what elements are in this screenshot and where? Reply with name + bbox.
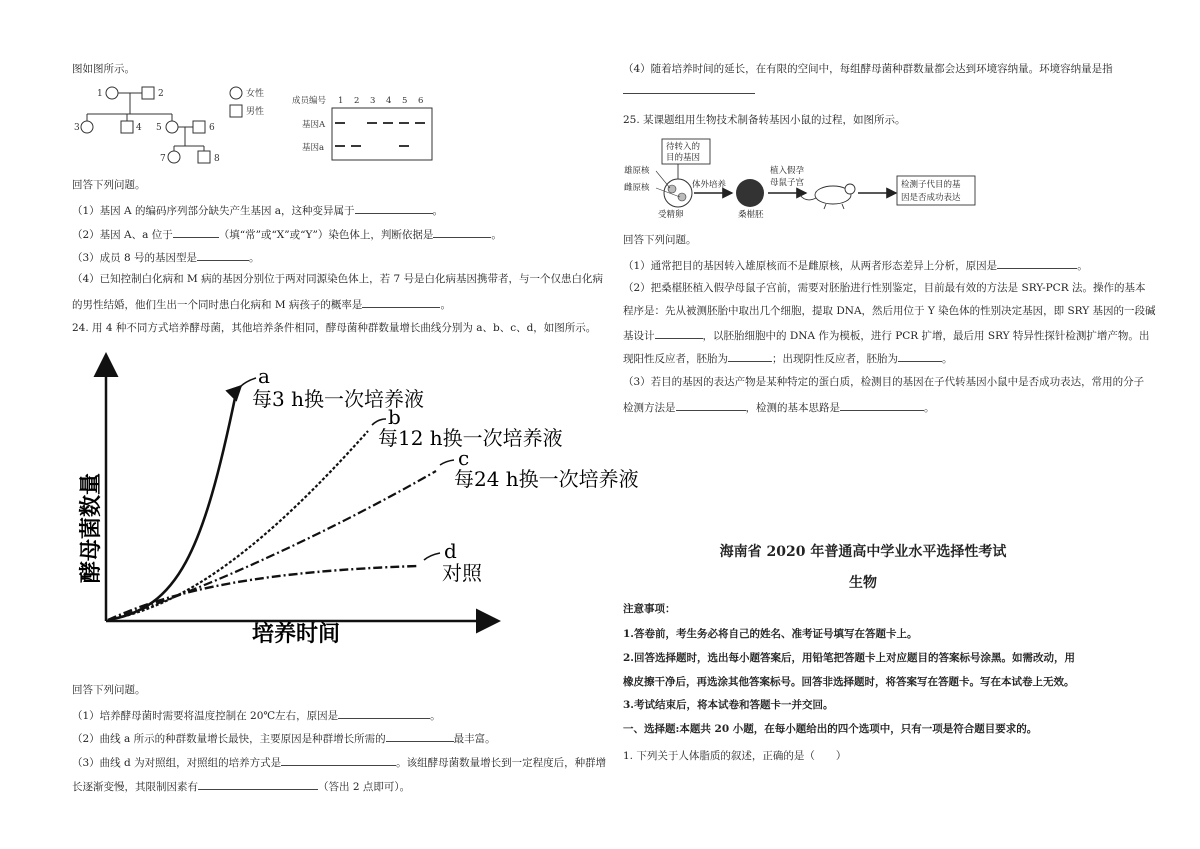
answer-blank[interactable] <box>840 399 924 411</box>
question-1: 1. 下列关于人体脂质的叙述，正确的是（ ） <box>623 750 847 762</box>
pointer-d <box>424 553 440 560</box>
pedigree-num: 5 <box>156 123 162 133</box>
detect-label-2: 因是否成功表达 <box>901 193 961 203</box>
implant-label-1: 植入假孕 <box>770 166 805 176</box>
gel-frame <box>332 108 432 160</box>
q25-part2-line2: 程序是：先从被测胚胎中取出几个细胞，提取 DNA，然后用位于 Y 染色体的性别决定基因，即 SRY 基因的一段碱 <box>623 305 1156 317</box>
pedigree-num: 4 <box>136 123 142 133</box>
curve-b <box>108 431 368 620</box>
pointer-b <box>372 419 386 425</box>
q24-part1: （1）培养酵母菌时需要将温度控制在 20℃左右，原因是 。 <box>72 707 441 723</box>
answer-blank[interactable] <box>655 327 703 339</box>
gel-header: 成员编号 <box>292 96 327 106</box>
pedigree-num: 6 <box>209 123 215 133</box>
gel-lane-label: 1 <box>338 96 344 106</box>
q25-part3-line1: （3）若目的基因的表达产物是某种特定的蛋白质，检测目的基因在子代转基因小鼠中是否成功表达，常用的分子 <box>623 376 1145 388</box>
answer-blank[interactable] <box>433 226 491 238</box>
note-2-line1: 2.回答选择题时，选出每小题答案后，用铅笔把答题卡上对应题目的答案标号涂黑。如需改动，用 <box>623 652 1075 664</box>
fertilized-egg-label: 受精卵 <box>658 210 684 220</box>
q23-lead: 回答下列问题。 <box>72 179 146 191</box>
answer-blank[interactable] <box>362 296 440 308</box>
legend-male-icon <box>230 105 242 117</box>
pedigree-num: 3 <box>74 123 80 133</box>
curve-d-letter: d <box>444 539 457 563</box>
answer-blank[interactable] <box>676 399 746 411</box>
answer-blank[interactable] <box>173 226 219 238</box>
fertilized-egg-icon <box>664 179 692 207</box>
gel-lane-label: 4 <box>386 96 392 106</box>
q23-part4-line1: （4）已知控制白化病和 M 病的基因分别位于两对同源染色体上，若 7 号是白化病基因携带者，与一个仅患白化病 <box>72 273 603 285</box>
mouse-icon <box>800 184 855 209</box>
intro-text: 图如图所示。 <box>72 63 135 75</box>
q24-part4: （4）随着培养时间的延长，在有限的空间中，每组酵母菌种群数量都会达到环境容纳量。环境容纳量是指 <box>623 63 1113 75</box>
note-1: 1.答卷前，考生务必将自己的姓名、准考证号填写在答题卡上。 <box>623 628 918 640</box>
q23-part3: （3）成员 8 号的基因型是 。 <box>72 249 260 265</box>
answer-blank[interactable] <box>997 257 1077 269</box>
answer-blank[interactable] <box>355 202 433 214</box>
pedigree-member-3 <box>81 121 93 133</box>
legend-male-label: 男性 <box>246 107 265 117</box>
legend-female-icon <box>230 87 242 99</box>
q23-part1: （1）基因 A 的编码序列部分缺失产生基因 a，这种变异属于 。 <box>72 202 443 218</box>
answer-blank[interactable] <box>728 350 772 362</box>
gel-lane-label: 2 <box>354 96 360 106</box>
q25-stem: 25. 某课题组用生物技术制备转基因小鼠的过程，如图所示。 <box>623 114 906 126</box>
answer-blank[interactable] <box>338 707 430 719</box>
growth-curve-chart <box>68 343 648 648</box>
answer-blank[interactable] <box>623 93 755 94</box>
subject-title: 生物 <box>849 575 877 591</box>
pedigree-member-1 <box>106 87 118 99</box>
q25-part2-line4: 现阳性反应者，胚胎为 ；出现阴性反应者，胚胎为 。 <box>623 350 953 366</box>
gel-row-label-A: 基因A <box>302 120 326 130</box>
curve-a-label: 每3 h换一次培养液 <box>252 387 424 411</box>
answer-blank[interactable] <box>898 350 942 362</box>
detect-label-1: 检测子代目的基 <box>901 180 961 190</box>
blastocyst-icon <box>736 179 764 207</box>
pedigree-num: 1 <box>97 89 103 99</box>
curve-d-label: 对照 <box>442 561 482 585</box>
notes-title: 注意事项： <box>623 603 676 615</box>
target-gene-label-1: 待转入的 <box>666 142 701 152</box>
gel-lane-label: 3 <box>370 96 376 106</box>
q24-lead: 回答下列问题。 <box>72 684 146 696</box>
answer-blank[interactable] <box>281 754 396 766</box>
note-3: 3.考试结束后，将本试卷和答题卡一并交回。 <box>623 699 834 711</box>
q25-part2-line1: （2）把桑椹胚植入假孕母鼠子宫前，需要对胚胎进行性别鉴定，目前最有效的方法是 SRY-PCR 法。操作的基本 <box>623 282 1146 294</box>
pedigree-diagram <box>72 80 272 175</box>
q25-part1: （1）通常把目的基因转入雄原核而不是雌原核，从两者形态差异上分析，原因是 。 <box>623 257 1088 273</box>
y-axis-label: 酵母菌数量 <box>78 472 104 584</box>
x-axis-label: 培养时间 <box>251 621 341 647</box>
q25-part3-line2: 检测方法是 ，检测的基本思路是 。 <box>623 399 935 415</box>
pedigree-member-6 <box>193 121 205 133</box>
q24-part3-line2: 长逐渐变慢，其限制因素有 （答出 2 点即可）。 <box>72 778 410 794</box>
q24-part3-line1: （3）曲线 d 为对照组，对照组的培养方式是 。该组酵母菌数量增长到一定程度后，种群增 <box>72 754 606 770</box>
pedigree-member-2 <box>142 87 154 99</box>
pedigree-num: 7 <box>160 154 166 164</box>
curve-a-letter: a <box>258 364 270 388</box>
pedigree-member-5 <box>166 121 178 133</box>
pointer-a <box>240 378 256 387</box>
q25-part2-line3: 基设计 ，以胚胎细胞中的 DNA 作为模板，进行 PCR 扩增，最后用 SRY 特异性探针检测扩增产物。出 <box>623 327 1149 343</box>
curve-b-letter: b <box>388 405 401 429</box>
answer-blank[interactable] <box>198 778 318 790</box>
curve-c-label: 每24 h换一次培养液 <box>454 467 639 491</box>
curve-b-label: 每12 h换一次培养液 <box>378 426 563 450</box>
curve-c-letter: c <box>458 446 470 470</box>
q24-part2: （2）曲线 a 所示的种群数量增长最快，主要原因是种群增长所需的 最丰富。 <box>72 730 496 746</box>
q25-lead: 回答下列问题。 <box>623 234 697 246</box>
answer-blank[interactable] <box>386 730 454 742</box>
pointer-c <box>440 460 454 465</box>
note-2-line2: 橡皮擦干净后，再选涂其他答案标号。回答非选择题时，将答案写在答题卡。写在本试卷上无效。 <box>623 676 1075 688</box>
pedigree-member-7 <box>168 151 180 163</box>
gel-lane-label: 5 <box>402 96 408 106</box>
gel-row-label-a: 基因a <box>302 143 325 153</box>
pedigree-member-4 <box>121 121 133 133</box>
transgenic-flow-diagram <box>620 135 990 225</box>
pedigree-num: 2 <box>158 89 164 99</box>
gel-lane-label: 6 <box>418 96 424 106</box>
exam-title: 海南省 2020 年普通高中学业水平选择性考试 <box>719 544 1007 560</box>
female-pronucleus-label: 雌原核 <box>624 183 650 193</box>
q23-part2: （2）基因 A、a 位于 （填“常”或“X”或“Y”）染色体上，判断依据是 。 <box>72 226 502 242</box>
pedigree-num: 8 <box>214 154 220 164</box>
q23-part4-line2: 的男性结婚，他们生出一个同时患白化病和 M 病孩子的概率是 。 <box>72 296 451 312</box>
implant-label-2: 母鼠子宫 <box>770 178 805 188</box>
legend-female-label: 女性 <box>246 89 265 99</box>
male-pronucleus-label: 雄原核 <box>624 166 650 176</box>
culture-label: 体外培养 <box>692 180 727 190</box>
answer-blank[interactable] <box>197 249 249 261</box>
q24-stem: 24. 用 4 种不同方式培养酵母菌，其他培养条件相同，酵母菌种群数量增长曲线分别为 a、b、c、d，如图所示。 <box>72 322 597 334</box>
gel-diagram <box>290 92 440 164</box>
target-gene-label-2: 目的基因 <box>666 153 701 163</box>
blastocyst-label: 桑椹胚 <box>738 210 764 220</box>
curve-d <box>108 566 418 620</box>
pedigree-member-8 <box>198 151 210 163</box>
section-1-heading: 一、选择题:本题共 20 小题，在每小题给出的四个选项中，只有一项是符合题目要求的。 <box>623 723 1038 735</box>
